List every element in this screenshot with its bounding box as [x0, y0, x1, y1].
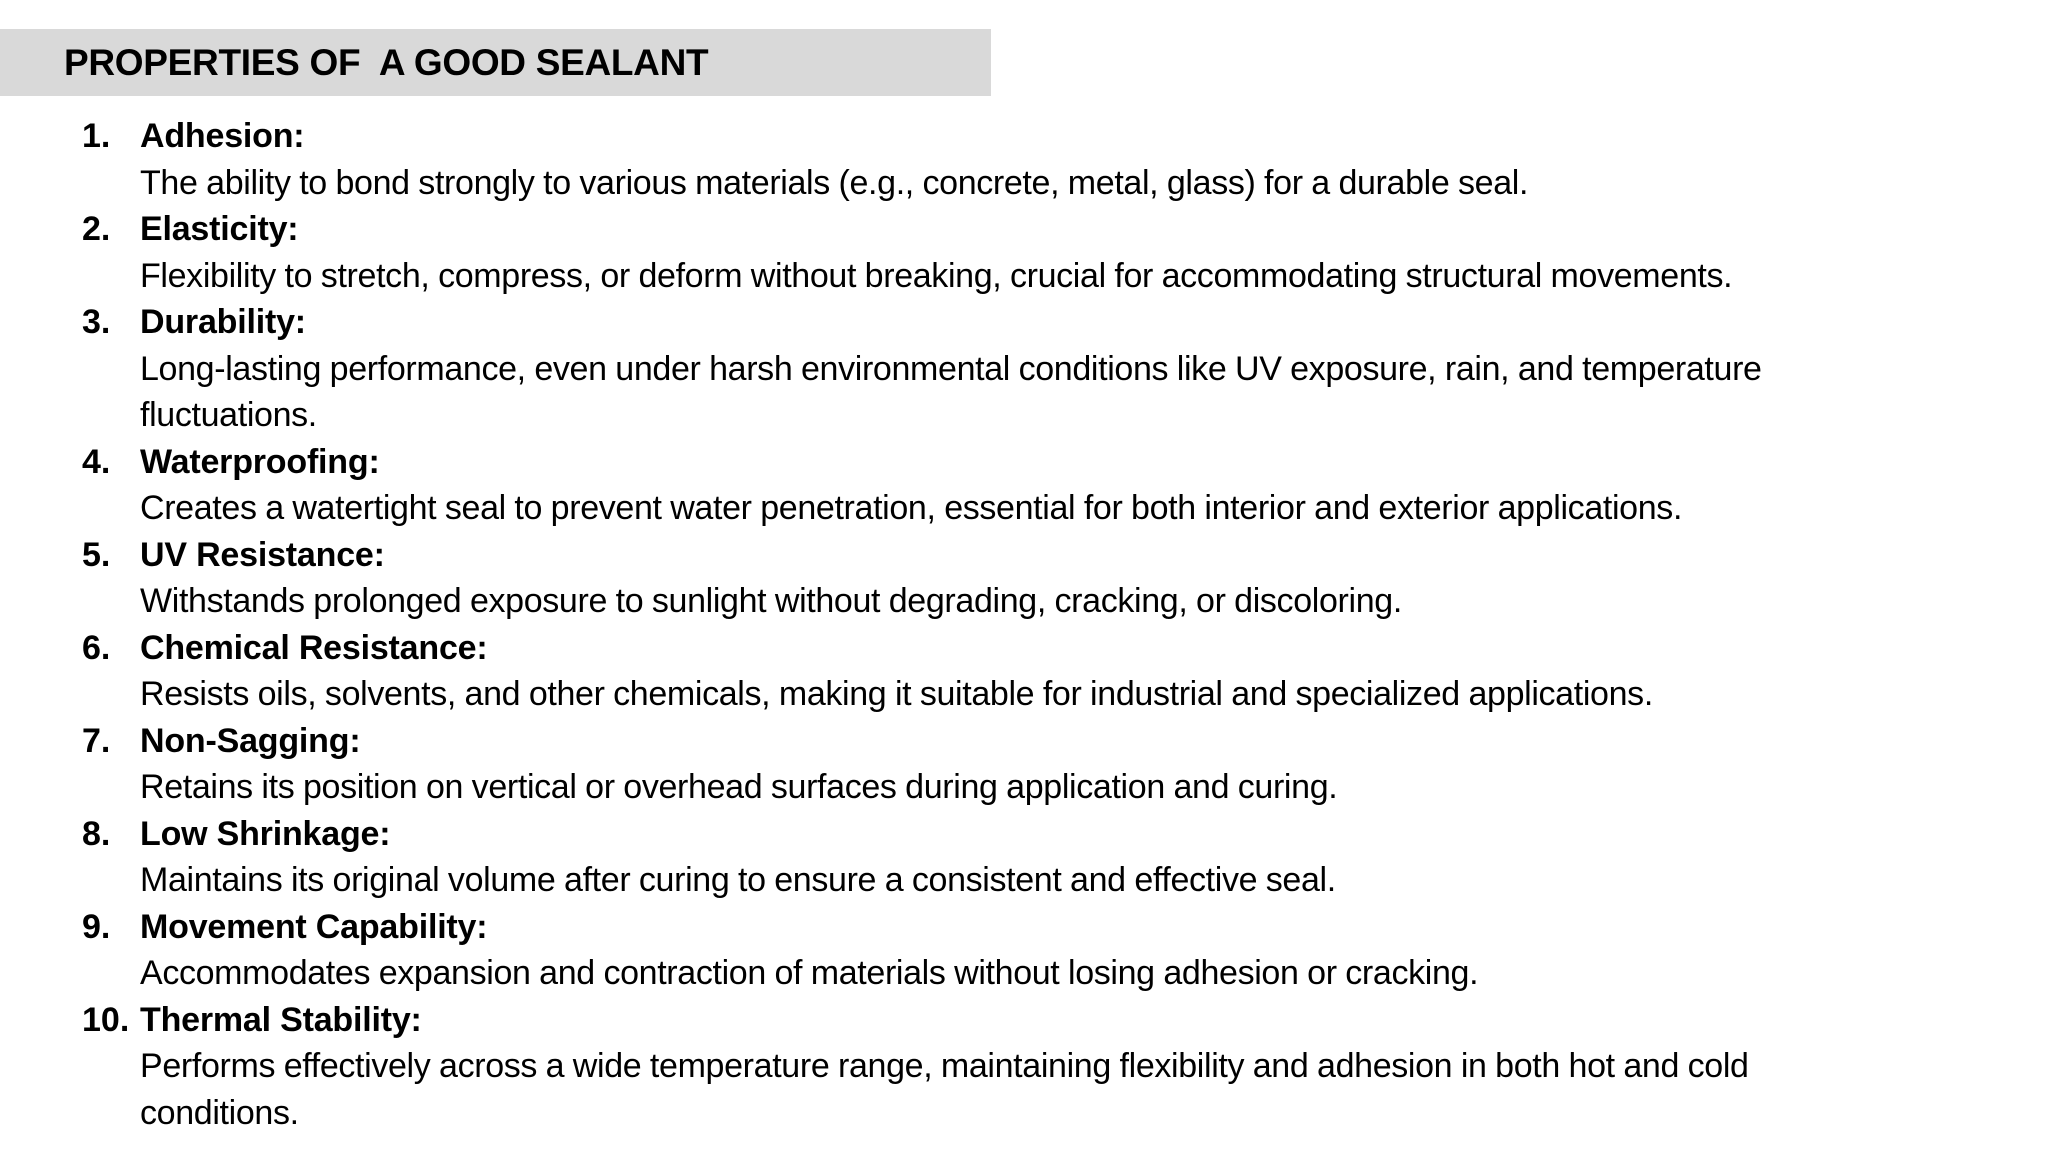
- item-heading: Waterproofing:: [140, 442, 380, 481]
- item-description: Resists oils, solvents, and other chemicals, making it suitable for industrial and specialized applications.: [140, 675, 1653, 713]
- item-number: 7.: [82, 721, 111, 760]
- item-number: 3.: [82, 303, 111, 341]
- list-item: [0, 997, 1900, 1137]
- item-description: Maintains its original volume after curing to ensure a consistent and effective seal.: [140, 861, 1336, 899]
- item-number: 6.: [82, 628, 111, 667]
- item-heading: Movement Capability:: [140, 907, 488, 946]
- item-heading: Elasticity:: [140, 210, 299, 248]
- item-description: Performs effectively across a wide temperature range, maintaining flexibility and adhesion in both hot and cold conditions.: [140, 1047, 1749, 1132]
- list-item: [0, 811, 1900, 904]
- item-number: 9.: [82, 907, 111, 946]
- list-item: [0, 113, 1900, 206]
- item-heading: UV Resistance:: [140, 535, 385, 574]
- list-item: [0, 904, 1900, 997]
- item-description: Long-lasting performance, even under harsh environmental conditions like UV exposure, rain, and temperature fluctuations.: [140, 349, 1762, 434]
- list-item: [0, 532, 1900, 625]
- title-bar: [0, 29, 991, 96]
- list-item: [0, 299, 1900, 439]
- properties-list: [0, 113, 2048, 1136]
- list-item: [0, 625, 1900, 718]
- item-heading: Non-Sagging:: [140, 721, 361, 760]
- item-heading: Low Shrinkage:: [140, 814, 391, 853]
- item-description: Creates a watertight seal to prevent water penetration, essential for both interior and exterior applications.: [140, 489, 1683, 527]
- item-description: The ability to bond strongly to various materials (e.g., concrete, metal, glass) for a durable seal.: [140, 163, 1529, 202]
- item-heading: Adhesion:: [140, 117, 305, 155]
- page-title: PROPERTIES OF A GOOD SEALANT: [64, 42, 709, 83]
- item-number: 1.: [82, 117, 111, 155]
- item-number: 4.: [82, 442, 111, 481]
- item-description: Flexibility to stretch, compress, or deform without breaking, crucial for accommodating structural movements.: [140, 256, 1733, 295]
- item-heading: Chemical Resistance:: [140, 628, 488, 667]
- list-item: [0, 718, 1900, 811]
- item-number: 8.: [82, 814, 111, 853]
- item-number: 5.: [82, 535, 111, 574]
- list-item: [0, 206, 1900, 299]
- list-item: [0, 439, 1900, 532]
- item-number: 2.: [82, 210, 111, 248]
- item-number: 10.: [82, 1000, 130, 1039]
- item-heading: Thermal Stability:: [140, 1000, 422, 1039]
- item-heading: Durability:: [140, 303, 306, 341]
- item-description: Accommodates expansion and contraction of materials without losing adhesion or cracking.: [140, 954, 1479, 992]
- item-description: Withstands prolonged exposure to sunlight without degrading, cracking, or discoloring.: [140, 582, 1402, 620]
- item-description: Retains its position on vertical or overhead surfaces during application and curing.: [140, 768, 1338, 806]
